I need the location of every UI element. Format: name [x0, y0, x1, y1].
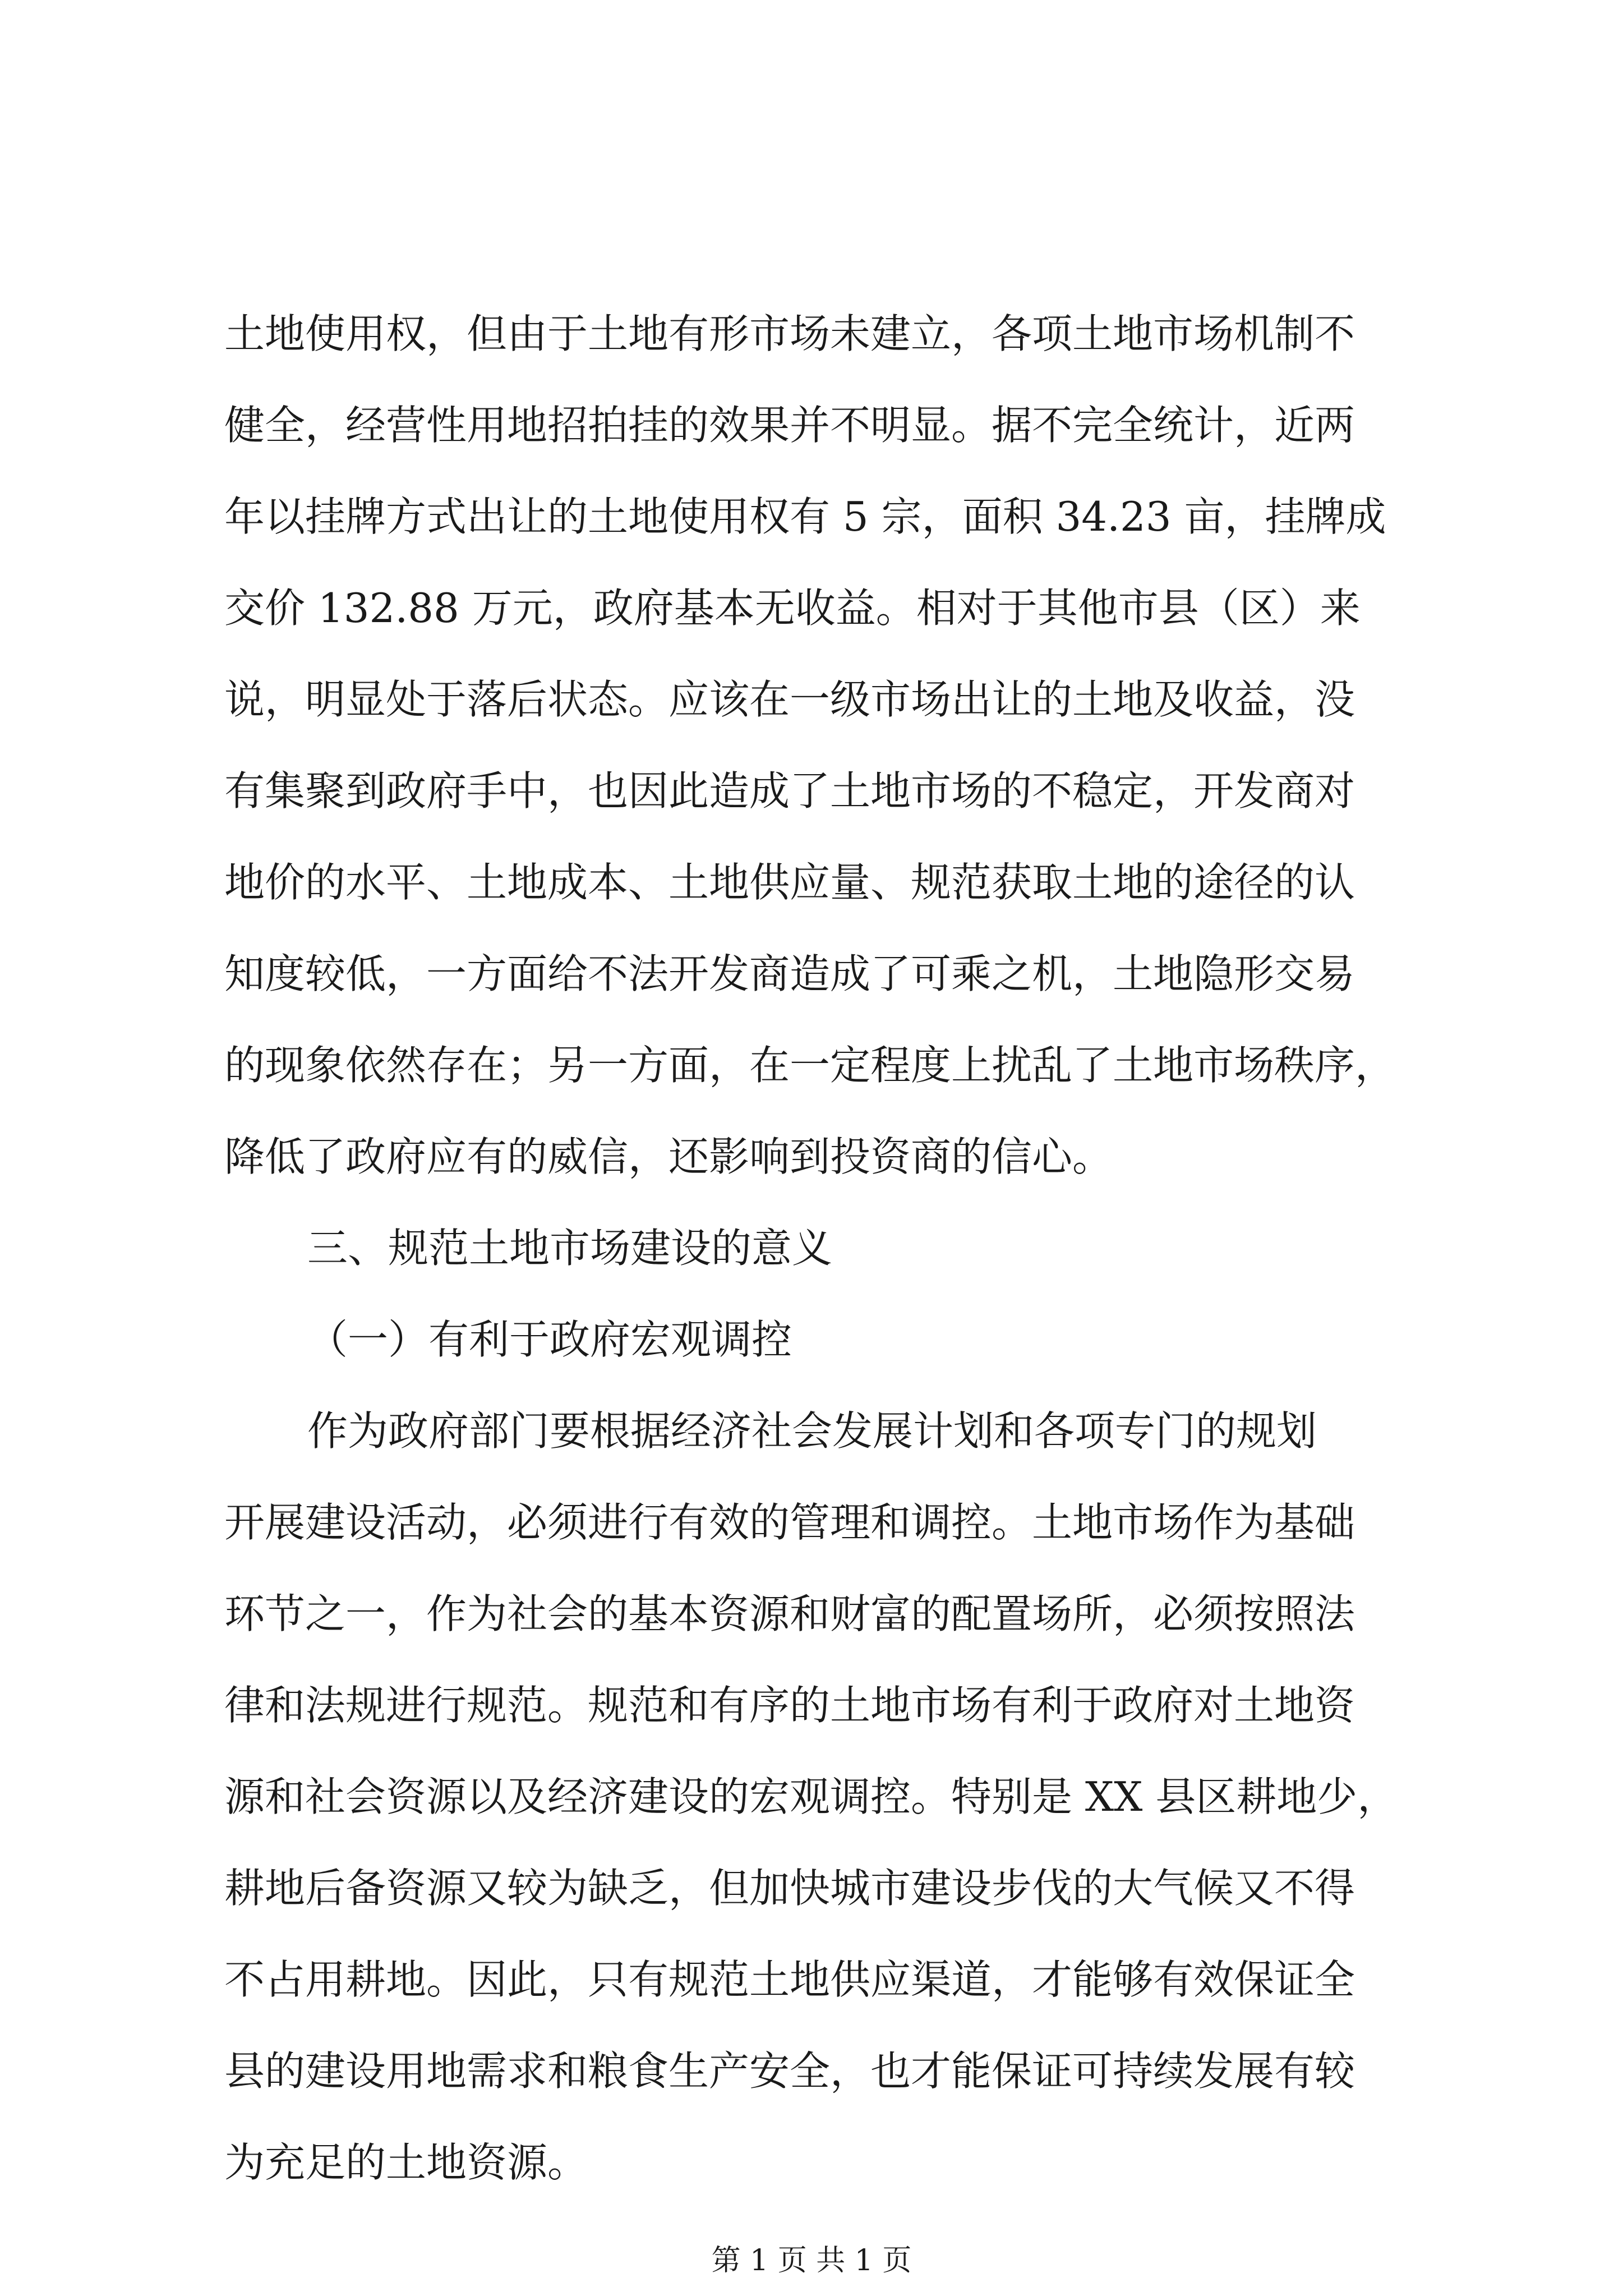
paragraph-line: 作为政府部门要根据经济社会发展计划和各项专门的规划 — [307, 1407, 1317, 1455]
subsection-heading: （一）有利于政府宏观调控 — [307, 1316, 792, 1363]
paragraph-line: 降低了政府应有的威信，还影响到投资商的信心。 — [224, 1133, 1113, 1180]
paragraph-line: 的现象依然存在；另一方面，在一定程度上扰乱了土地市场秩序， — [224, 1042, 1396, 1089]
paragraph-line: 有集聚到政府手中，也因此造成了土地市场的不稳定，开发商对 — [224, 767, 1355, 815]
paragraph-line: 为充足的土地资源。 — [224, 2139, 588, 2186]
paragraph-line: 交价 132.88 万元，政府基本无收益。相对于其他市县（区）来 — [224, 585, 1361, 632]
paragraph-line: 健全，经营性用地招拍挂的效果并不明显。据不完全统计，近两 — [224, 402, 1355, 449]
paragraph-line: 律和法规进行规范。规范和有序的土地市场有利于政府对土地资 — [224, 1682, 1355, 1729]
paragraph-line: 年以挂牌方式出让的土地使用权有 5 宗，面积 34.23 亩，挂牌成 — [224, 493, 1386, 540]
paragraph-line: 环节之一，作为社会的基本资源和财富的配置场所，必须按照法 — [224, 1590, 1355, 1637]
paragraph-line: 源和社会资源以及经济建设的宏观调控。特别是 XX 县区耕地少， — [224, 1773, 1398, 1820]
paragraph-line: 耕地后备资源又较为缺乏，但加快城市建设步伐的大气候又不得 — [224, 1865, 1355, 1912]
paragraph-line: 知度较低，一方面给不法开发商造成了可乘之机，土地隐形交易 — [224, 950, 1355, 997]
paragraph-line: 不占用耕地。因此，只有规范土地供应渠道，才能够有效保证全 — [224, 1956, 1355, 2003]
paragraph-line: 说，明显处于落后状态。应该在一级市场出让的土地及收益，没 — [224, 676, 1355, 723]
page-footer: 第 1 页 共 1 页 — [711, 2244, 912, 2277]
paragraph-line: 开展建设活动，必须进行有效的管理和调控。土地市场作为基础 — [224, 1499, 1355, 1546]
section-heading: 三、规范土地市场建设的意义 — [307, 1225, 833, 1272]
paragraph-line: 地价的水平、土地成本、土地供应量、规范获取土地的途径的认 — [224, 859, 1355, 906]
paragraph-line: 县的建设用地需求和粮食生产安全，也才能保证可持续发展有较 — [224, 2047, 1355, 2095]
paragraph-line: 土地使用权，但由于土地有形市场未建立，各项土地市场机制不 — [224, 310, 1355, 357]
